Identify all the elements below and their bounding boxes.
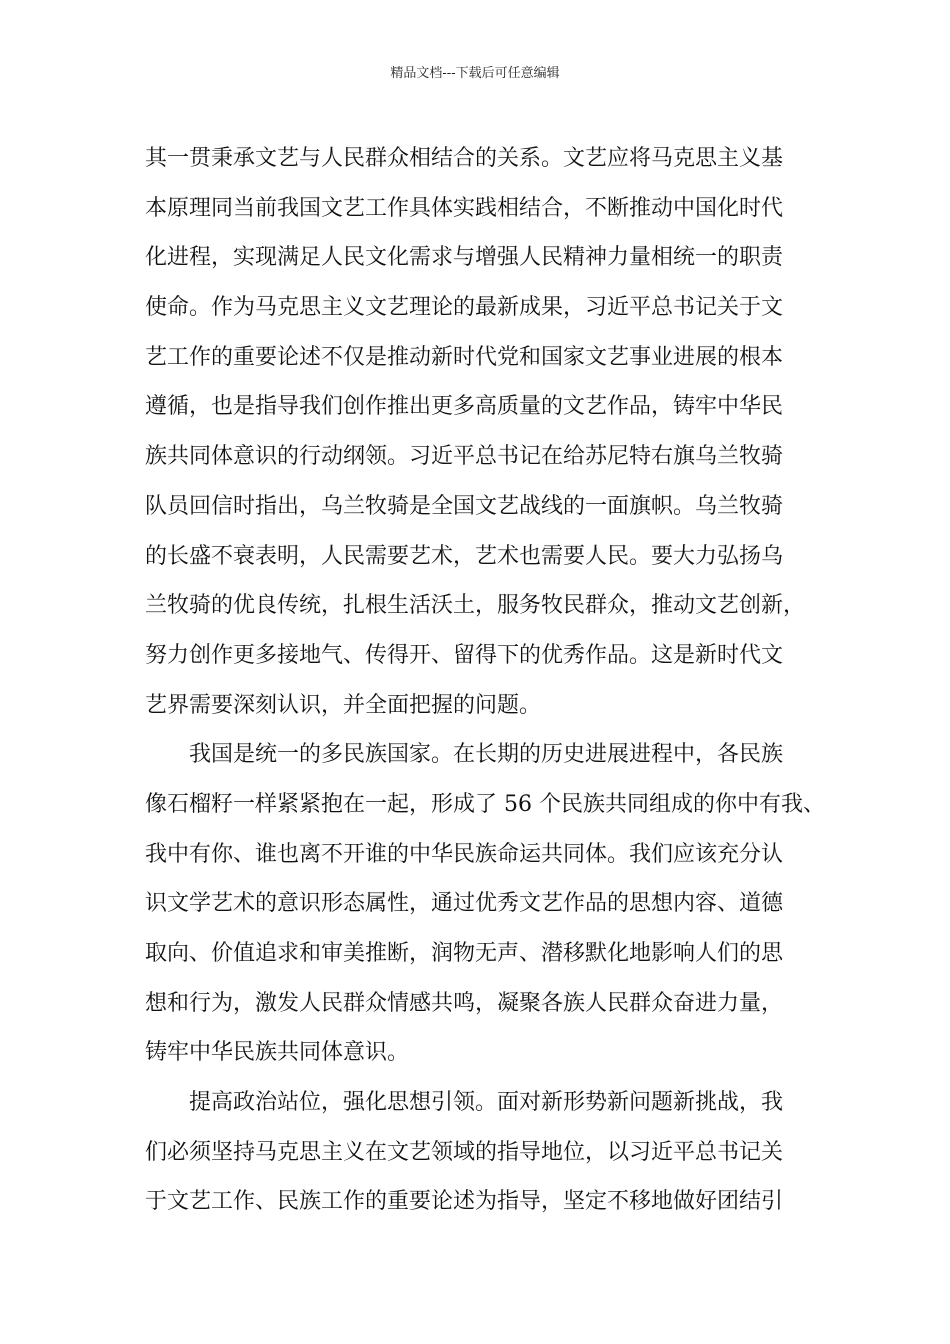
- text-line: 兰牧骑的优良传统，扎根生活沃土，服务牧民群众，推动文艺创新，: [145, 593, 806, 619]
- text-line: 队员回信时指出，乌兰牧骑是全国文艺战线的一面旗帜。乌兰牧骑: [145, 493, 784, 519]
- paragraph-first-line: 我国是统一的多民族国家。在长期的历史进展进程中，各民族: [189, 742, 784, 768]
- text-line: 族共同体意识的行动纲领。习近平总书记在给苏尼特右旗乌兰牧骑: [145, 444, 784, 470]
- text-line: 遵循，也是指导我们创作推出更多高质量的文艺作品，铸牢中华民: [145, 394, 784, 420]
- text-line: 像石榴籽一样紧紧抱在一起，形成了 56 个民族共同组成的你中有我、: [145, 791, 825, 817]
- text-line: 铸牢中华民族共同体意识。: [145, 1040, 410, 1066]
- text-line: 取向、价值追求和审美推断，润物无声、潜移默化地影响人们的思: [145, 941, 784, 966]
- paragraph-first-line: 提高政治站位，强化思想引领。面对新形势新问题新挑战，我: [189, 1090, 784, 1116]
- text-line: 化进程，实现满足人民文化需求与增强人民精神力量相统一的职责: [145, 245, 784, 271]
- text-line: 其一贯秉承文艺与人民群众相结合的关系。文艺应将马克思主义基: [145, 146, 784, 171]
- page-header: 精品文档---下载后可任意编辑: [390, 66, 560, 81]
- text-line: 的长盛不衰表明，人民需要艺术，艺术也需要人民。要大力弘扬乌: [145, 543, 784, 569]
- text-line: 努力创作更多接地气、传得开、留得下的优秀作品。这是新时代文: [145, 642, 784, 668]
- text-line: 使命。作为马克思主义文艺理论的最新成果，习近平总书记关于文: [145, 295, 784, 321]
- text-line: 识文学艺术的意识形态属性，通过优秀文艺作品的思想内容、道德: [145, 891, 784, 917]
- text-line: 本原理同当前我国文艺工作具体实践相结合，不断推动中国化时代: [145, 195, 784, 221]
- text-line: 艺界需要深刻认识，并全面把握的问题。: [145, 692, 542, 718]
- text-line: 想和行为，激发人民群众情感共鸣，凝聚各族人民群众奋进力量，: [145, 990, 784, 1016]
- text-line: 们必须坚持马克思主义在文艺领域的指导地位，以习近平总书记关: [145, 1139, 784, 1165]
- body-text: [145, 134, 825, 1227]
- text-line: 于文艺工作、民族工作的重要论述为指导，坚定不移地做好团结引: [145, 1189, 784, 1215]
- text-line: 艺工作的重要论述不仅是推动新时代党和国家文艺事业进展的根本: [145, 344, 784, 370]
- text-line: 我中有你、谁也离不开谁的中华民族命运共同体。我们应该充分认: [145, 841, 784, 867]
